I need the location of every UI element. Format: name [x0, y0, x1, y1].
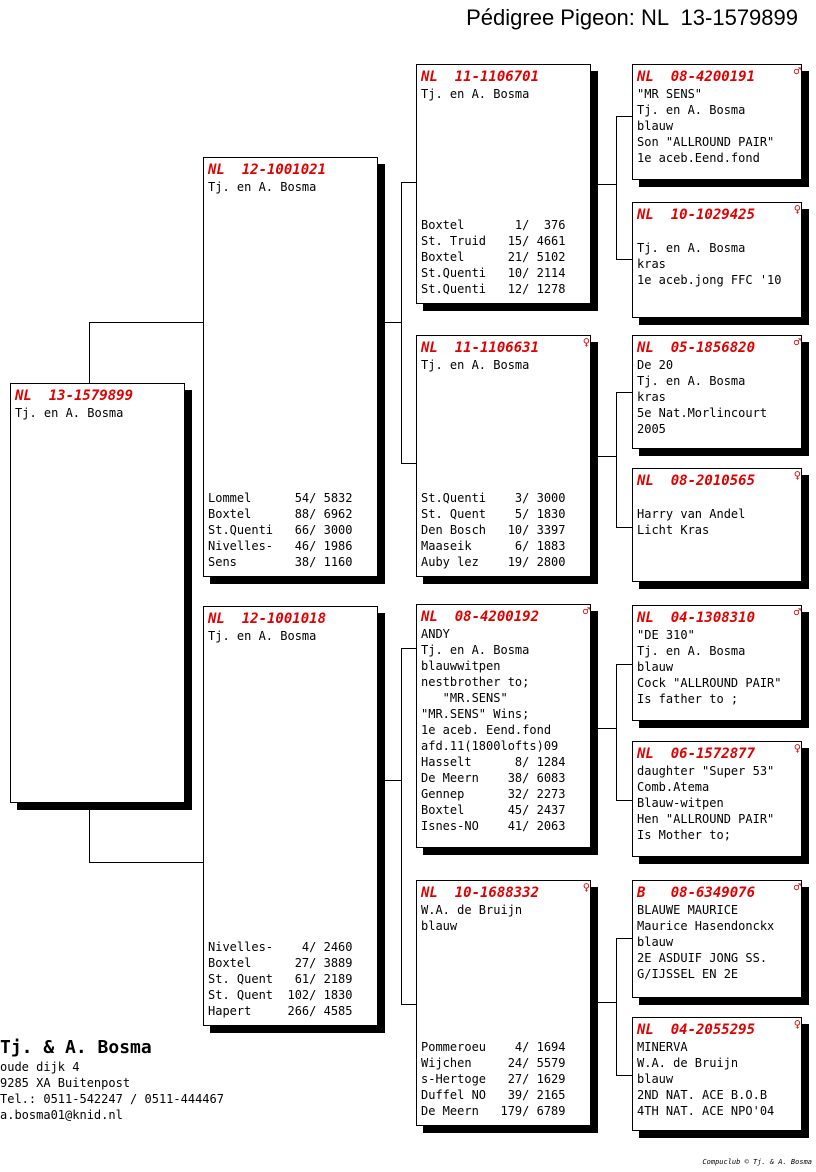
detail-line: Tj. en A. Bosma — [208, 629, 317, 643]
race-result: Wijchen 24/ 5579 — [421, 1056, 566, 1070]
detail-line: Tj. en A. Bosma — [421, 643, 530, 657]
connector-line — [616, 938, 617, 1076]
ring-number: NL 08-4200192 — [421, 609, 540, 625]
connector-line — [596, 456, 617, 457]
connector-line — [616, 800, 632, 801]
pigeon-details — [637, 224, 797, 288]
race-result: St. Quent 5/ 1830 — [421, 507, 566, 521]
pigeon-card-mother-father — [416, 604, 591, 848]
race-result: Nivelles- 4/ 2460 — [208, 940, 353, 954]
race-results — [208, 939, 353, 1019]
sex-icon: ♂ — [793, 335, 801, 349]
detail-line: 4TH NAT. ACE NPO'04 — [637, 1104, 775, 1118]
race-result: Pommeroeu 4/ 1694 — [421, 1040, 566, 1054]
connector-line — [616, 392, 617, 528]
detail-line: 5e Nat.Morlincourt — [637, 406, 768, 420]
detail-line: Boxtel 45/ 2437 — [421, 803, 566, 817]
race-results — [421, 1039, 566, 1119]
detail-line: MINERVA — [637, 1040, 688, 1054]
detail-line: Harry van Andel — [637, 507, 746, 521]
pigeon-details — [637, 490, 797, 538]
ring-number: NL 12-1001021 — [208, 162, 327, 178]
detail-line: blauw — [637, 935, 674, 949]
sex-icon: ♂ — [582, 604, 590, 618]
detail-line: Comb.Atema — [637, 780, 710, 794]
race-result: St.Quenti 12/ 1278 — [421, 282, 566, 296]
detail-line — [637, 490, 797, 506]
connector-line — [616, 1075, 632, 1076]
pigeon-details — [421, 626, 586, 834]
race-result: Nivelles- 46/ 1986 — [208, 539, 353, 553]
connector-line — [616, 664, 617, 801]
pigeon-card-mother-mother — [416, 880, 591, 1126]
detail-line: daughter "Super 53" — [637, 764, 775, 778]
ring-number: NL 05-1856820 — [637, 340, 756, 356]
detail-line: Tj. en A. Bosma — [637, 241, 746, 255]
detail-line: G/IJSSEL EN 2E — [637, 967, 739, 981]
pigeon-card-mother — [203, 606, 378, 1026]
pigeon-details — [421, 902, 586, 934]
pigeon-details — [421, 357, 586, 373]
detail-line: Tj. en A. Bosma — [15, 406, 124, 420]
race-result: Duffel NO 39/ 2165 — [421, 1088, 566, 1102]
pigeon-card-fmf — [632, 335, 802, 449]
connector-line — [616, 527, 632, 528]
connector-line — [89, 322, 90, 384]
race-result: St. Quent 61/ 2189 — [208, 972, 353, 986]
detail-line: Licht Kras — [637, 523, 710, 537]
race-result: Den Bosch 10/ 3397 — [421, 523, 566, 537]
connector-line — [401, 1004, 417, 1005]
race-result: Sens 38/ 1160 — [208, 555, 353, 569]
race-result: St.Quenti 10/ 2114 — [421, 266, 566, 280]
ring-number: NL 10-1688332 — [421, 885, 540, 901]
race-result: Maaseik 6/ 1883 — [421, 539, 566, 553]
pigeon-card-ffm — [632, 202, 802, 318]
page-title: Pédigree Pigeon: NL 13-1579899 — [466, 5, 798, 30]
connector-line — [377, 780, 402, 781]
ring-number: NL 10-1029425 — [637, 207, 756, 223]
detail-line: Son "ALLROUND PAIR" — [637, 135, 775, 149]
detail-line: afd.11(1800lofts)09 — [421, 739, 559, 753]
sex-icon: ♂ — [793, 605, 801, 619]
pigeon-details — [421, 86, 586, 102]
breeder-name: Tj. & A. Bosma — [0, 1037, 152, 1058]
detail-line: Hasselt 8/ 1284 — [421, 755, 566, 769]
race-result: St.Quenti 66/ 3000 — [208, 523, 353, 537]
race-results — [421, 490, 566, 570]
detail-line: "MR SENS" — [637, 87, 703, 101]
detail-line: Cock "ALLROUND PAIR" — [637, 676, 782, 690]
detail-line: Blauw-witpen — [637, 796, 724, 810]
ring-number: NL 12-1001018 — [208, 611, 327, 627]
detail-line: Hen "ALLROUND PAIR" — [637, 812, 775, 826]
pigeon-card-father-mother — [416, 335, 591, 577]
race-result: St. Truid 15/ 4661 — [421, 234, 566, 248]
ring-number: NL 04-1308310 — [637, 610, 756, 626]
connector-line — [401, 182, 402, 464]
detail-line: Is father to ; — [637, 692, 739, 706]
detail-line: Tj. en A. Bosma — [421, 358, 530, 372]
pigeon-card-mfm — [632, 741, 802, 857]
pigeon-details — [637, 86, 797, 166]
breeder-address: oude dijk 4 — [0, 1060, 80, 1074]
detail-line: Gennep 32/ 2273 — [421, 787, 566, 801]
connector-line — [89, 862, 204, 863]
connector-line — [401, 182, 417, 183]
pigeon-details — [15, 405, 180, 421]
detail-line: 1e aceb.Eend.fond — [637, 151, 760, 165]
detail-line — [637, 224, 797, 240]
detail-line: Isnes-NO 41/ 2063 — [421, 819, 566, 833]
detail-line: "MR.SENS" — [421, 691, 508, 705]
ring-number: NL 08-2010565 — [637, 473, 756, 489]
pigeon-card-mmm — [632, 1017, 802, 1131]
pigeon-card-subject — [10, 383, 185, 803]
race-result: Boxtel 1/ 376 — [421, 218, 566, 232]
race-result: De Meern 179/ 6789 — [421, 1104, 566, 1118]
footer-credit: Compuclub © Tj. & A. Bosma — [702, 1158, 812, 1166]
sex-icon: ♀ — [793, 202, 801, 216]
sex-icon: ♀ — [582, 880, 590, 894]
connector-line — [616, 392, 632, 393]
pigeon-card-father-father — [416, 64, 591, 304]
connector-line — [616, 259, 632, 260]
pigeon-details — [208, 628, 373, 644]
sex-icon: ♀ — [793, 468, 801, 482]
detail-line: 2ND NAT. ACE B.O.B — [637, 1088, 768, 1102]
ring-number: NL 11-1106701 — [421, 69, 540, 85]
ring-number: NL 11-1106631 — [421, 340, 540, 356]
breeder-city: 9285 XA Buitenpost — [0, 1076, 131, 1090]
detail-line: blauw — [637, 119, 674, 133]
ring-number: B 08-6349076 — [637, 885, 756, 901]
connector-line — [596, 1002, 617, 1003]
detail-line: BLAUWE MAURICE — [637, 903, 739, 917]
detail-line: blauw — [637, 660, 674, 674]
detail-line: De 20 — [637, 358, 674, 372]
pigeon-details — [637, 763, 797, 843]
detail-line: 2E ASDUIF JONG SS. — [637, 951, 768, 965]
connector-line — [616, 664, 632, 665]
ring-number: NL 13-1579899 — [15, 388, 134, 404]
sex-icon: ♀ — [582, 335, 590, 349]
detail-line: 2005 — [637, 422, 666, 436]
detail-line: kras — [637, 257, 666, 271]
connector-line — [616, 938, 632, 939]
pigeon-details — [637, 627, 797, 707]
connector-line — [377, 322, 402, 323]
race-results — [421, 217, 566, 297]
pigeon-card-fff — [632, 64, 802, 180]
connector-line — [401, 463, 417, 464]
connector-line — [401, 648, 417, 649]
detail-line: blauwwitpen — [421, 659, 501, 673]
pigeon-details — [208, 179, 373, 195]
pigeon-card-father — [203, 157, 378, 577]
detail-line: Tj. en A. Bosma — [208, 180, 317, 194]
ring-number: NL 08-4200191 — [637, 69, 756, 85]
detail-line: Tj. en A. Bosma — [637, 103, 746, 117]
connector-line — [401, 648, 402, 1005]
race-result: s-Hertoge 27/ 1629 — [421, 1072, 566, 1086]
race-result: Lommel 54/ 5832 — [208, 491, 353, 505]
detail-line: nestbrother to; — [421, 675, 530, 689]
detail-line: blauw — [421, 919, 458, 933]
ring-number: NL 06-1572877 — [637, 746, 756, 762]
breeder-email: a.bosma01@knid.nl — [0, 1108, 123, 1122]
sex-icon: ♂ — [793, 880, 801, 894]
race-result: Boxtel 88/ 6962 — [208, 507, 353, 521]
detail-line: Tj. en A. Bosma — [637, 374, 746, 388]
connector-line — [616, 116, 617, 260]
detail-line: "MR.SENS" Wins; — [421, 707, 530, 721]
detail-line: Is Mother to; — [637, 828, 731, 842]
connector-line — [596, 184, 617, 185]
race-result: Boxtel 21/ 5102 — [421, 250, 566, 264]
connector-line — [616, 116, 632, 117]
breeder-info — [0, 1037, 224, 1123]
pigeon-card-fmm — [632, 468, 802, 582]
breeder-phone: Tel.: 0511-542247 / 0511-444467 — [0, 1092, 224, 1106]
race-results — [208, 490, 353, 570]
detail-line: 1e aceb. Eend.fond — [421, 723, 552, 737]
sex-icon: ♂ — [793, 64, 801, 78]
race-result: St.Quenti 3/ 3000 — [421, 491, 566, 505]
race-result: Boxtel 27/ 3889 — [208, 956, 353, 970]
race-result: St. Quent 102/ 1830 — [208, 988, 353, 1002]
detail-line: W.A. de Bruijn — [421, 903, 523, 917]
race-result: Auby lez 19/ 2800 — [421, 555, 566, 569]
detail-line: W.A. de Bruijn — [637, 1056, 739, 1070]
detail-line: De Meern 38/ 6083 — [421, 771, 566, 785]
detail-line: 1e aceb.jong FFC '10 — [637, 273, 782, 287]
detail-line: Tj. en A. Bosma — [637, 644, 746, 658]
connector-line — [596, 728, 617, 729]
ring-number: NL 04-2055295 — [637, 1022, 756, 1038]
pigeon-card-mff — [632, 605, 802, 721]
detail-line: ANDY — [421, 627, 450, 641]
detail-line: blauw — [637, 1072, 674, 1086]
connector-line — [89, 803, 90, 863]
detail-line: kras — [637, 390, 666, 404]
pigeon-details — [637, 357, 797, 437]
detail-line: Tj. en A. Bosma — [421, 87, 530, 101]
detail-line: "DE 310" — [637, 628, 695, 642]
pigeon-details — [637, 902, 797, 982]
sex-icon: ♀ — [793, 741, 801, 755]
detail-line: Maurice Hasendonckx — [637, 919, 775, 933]
pigeon-card-mmf — [632, 880, 802, 998]
pigeon-details — [637, 1039, 797, 1119]
race-result: Hapert 266/ 4585 — [208, 1004, 353, 1018]
sex-icon: ♀ — [793, 1017, 801, 1031]
connector-line — [89, 322, 204, 323]
